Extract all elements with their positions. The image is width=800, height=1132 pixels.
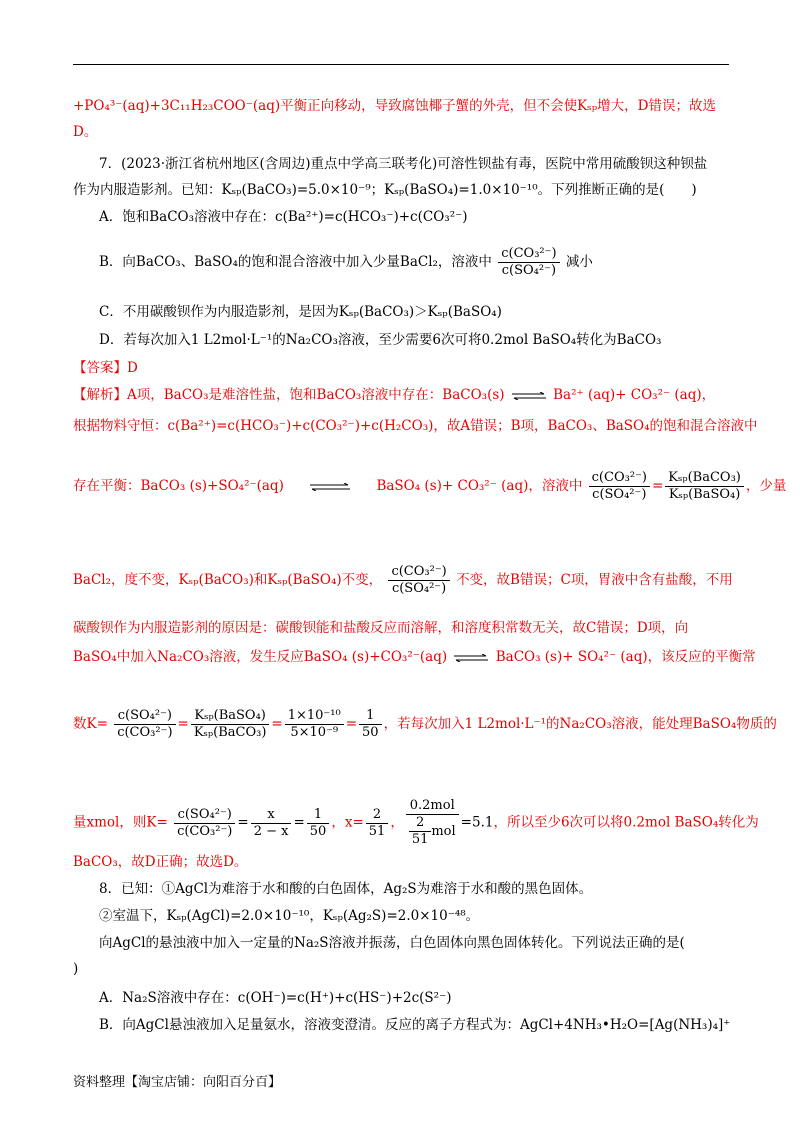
question-8-stem: 向AgCl的悬浊液中加入一定量的Na₂S溶液并振荡，白色固体向黑色固体转化。下列说法正确的是( bbox=[99, 935, 685, 951]
option-b: B．向BaCO₃、BaSO₄的饱和混合溶液中加入少量BaCl₂，溶液中 $\frac{\text{c(CO₃²⁻)}}{\text{c(SO₄²⁻)}}$ 减小 bbox=[99, 246, 593, 278]
explanation-line: BaCl₂，度不变，Kₛₚ(BaCO₃)和Kₛₚ(BaSO₄)不变， $\frac{\text{c(CO₃²⁻)}}{\text{c(SO₄²⁻)}}$ 不变，故B错误；C项，胃液中含有盐酸，不用 bbox=[73, 564, 733, 596]
option-b: B．向AgCl悬浊液加入足量氨水，溶液变澄清。反应的离子方程式为：AgCl+4NH₃•H₂O=[Ag(NH₃)₄]⁺ bbox=[99, 1017, 731, 1033]
question-8-stem: 8．已知：①AgCl为难溶于水和酸的白色固体，Ag₂S为难溶于水和酸的黑色固体。 bbox=[99, 881, 593, 897]
fraction: $\frac{x}{2 - x}$ bbox=[251, 807, 292, 840]
equilibrium-arrow-icon bbox=[512, 392, 546, 400]
fraction: $\frac{\text{c(SO₄²⁻)}}{\text{c(CO₃²⁻)}}$ bbox=[114, 708, 175, 741]
question-7-stem: 作为内服造影剂。已知：Kₛₚ(BaCO₃)=5.0×10⁻⁹；Kₛₚ(BaSO₄)=1.0×10⁻¹⁰。下列推断正确的是( ) bbox=[73, 182, 697, 198]
fraction: $\frac{\text{c(SO₄²⁻)}}{\text{c(CO₃²⁻)}}$ bbox=[174, 807, 235, 840]
fraction: $\frac{\text{c(CO₃²⁻)}}{\text{c(SO₄²⁻)}}$ bbox=[498, 246, 559, 279]
fraction: $\frac{\text{c(CO₃²⁻)}}{\text{c(SO₄²⁻)}}$ bbox=[388, 564, 449, 597]
fraction: 0.2mol $\frac{2}{51}$ mol bbox=[406, 798, 459, 848]
explanation-line: BaSO₄中加入Na₂CO₃溶液，发生反应BaSO₄ (s)+CO₃²⁻(aq) BaCO₃ (s)+ SO₄²⁻ (aq)，该反应的平衡常 bbox=[73, 649, 756, 665]
explanation-line: 【解析】A项，BaCO₃是难溶性盐，饱和BaCO₃溶液中存在：BaCO₃(s) Ba²⁺ (aq)+ CO₃²⁻ (aq)， bbox=[73, 387, 716, 403]
option-c: C．不用碳酸钡作为内服造影剂，是因为Kₛₚ(BaCO₃)＞Kₛₚ(BaSO₄) bbox=[99, 304, 502, 320]
question-8-stem: ) bbox=[73, 961, 79, 977]
explanation-line: 量xmol，则K= $\frac{\text{c(SO₄²⁻)}}{\text{c(CO₃²⁻)}}$ = $\frac{x}{2 - x}$ = $\frac{1}{50}$ ，x= $\frac{2}{51}$ ， 0.2mol $\frac{2}{51}$ mol =5.1，所以至少6次可以将0.2mol BaSO₄转化为 bbox=[73, 798, 759, 847]
explanation-line: 存在平衡：BaCO₃ (s)+SO₄²⁻(aq) BaSO₄ (s)+ CO₃²⁻ (aq)，溶液中 $\frac{\text{c(CO₃²⁻)}}{\text{c(SO₄²⁻)}}$ = $\frac{\text{Kₛₚ(BaCO₃)}}{\text{Kₛₚ(BaSO₄)}}$ ，少量 bbox=[73, 470, 787, 502]
question-8-stem: ②室温下，Kₛₚ(AgCl)=2.0×10⁻¹⁰，Kₛₚ(Ag₂S)=2.0×10⁻⁴⁸。 bbox=[99, 908, 480, 924]
explanation-line: 碳酸钡作为内服造影剂的原因是：碳酸钡能和盐酸反应而溶解，和溶度积常数无关，故C错误；D项，向 bbox=[73, 620, 689, 636]
equilibrium-arrow-icon bbox=[454, 654, 488, 662]
fraction: $\frac{\text{1×10⁻¹⁰}}{\text{5×10⁻⁹}}$ bbox=[285, 708, 344, 741]
explanation-line: BaCO₃，故D正确；故选D。 bbox=[73, 854, 248, 870]
option-a: A．饱和BaCO₃溶液中存在：c(Ba²⁺)=c(HCO₃⁻)+c(CO₃²⁻) bbox=[99, 209, 468, 225]
equilibrium-arrow-icon bbox=[310, 483, 350, 491]
fraction: $\frac{\text{Kₛₚ(BaSO₄)}}{\text{Kₛₚ(BaCO₃)}}$ bbox=[191, 708, 270, 741]
fraction: $\frac{\text{Kₛₚ(BaCO₃)}}{\text{Kₛₚ(BaSO₄)}}$ bbox=[665, 470, 744, 503]
option-d: D．若每次加入1 L2mol·L⁻¹的Na₂CO₃溶液，至少需要6次可将0.2mol BaSO₄转化为BaCO₃ bbox=[99, 332, 662, 348]
header-rule bbox=[73, 64, 729, 65]
option-a: A．Na₂S溶液中存在：c(OH⁻)=c(H⁺)+c(HS⁻)+2c(S²⁻) bbox=[99, 990, 452, 1006]
fraction: $\frac{2}{51}$ bbox=[366, 807, 389, 840]
fraction: $\frac{\text{c(CO₃²⁻)}}{\text{c(SO₄²⁻)}}$ bbox=[589, 470, 650, 503]
explanation-line: 数K= $\frac{\text{c(SO₄²⁻)}}{\text{c(CO₃²⁻)}}$ = $\frac{\text{Kₛₚ(BaSO₄)}}{\text{Kₛₚ(BaCO₃)}}$ = $\frac{\text{1×10⁻¹⁰}}{\text{5×10⁻⁹}}$ = $\frac{1}{50}$ ，若每次加入1 L2mol·L⁻¹的Na₂CO₃溶液，能处理BaSO₄物质的 bbox=[73, 708, 777, 740]
explanation-line: 根据物料守恒：c(Ba²⁺)=c(HCO₃⁻)+c(CO₃²⁻)+c(H₂CO₃)，故A错误；B项，BaCO₃、BaSO₄的饱和混合溶液中 bbox=[73, 418, 758, 434]
text-line: D。 bbox=[73, 124, 98, 140]
fraction: $\frac{1}{50}$ bbox=[307, 807, 330, 840]
text-line: +PO₄³⁻(aq)+3C₁₁H₂₃COO⁻(aq)平衡正向移动，导致腐蚀椰子蟹的外壳，但不会使Kₛₚ增大，D错误；故选 bbox=[73, 98, 716, 114]
footer-text: 资料整理【淘宝店铺：向阳百分百】 bbox=[73, 1075, 282, 1090]
fraction: $\frac{1}{50}$ bbox=[359, 708, 382, 741]
question-7-stem: 7．(2023·浙江省杭州地区(含周边)重点中学高三联考化)可溶性钡盐有毒，医院中常用硫酸钡这种钡盐 bbox=[99, 156, 708, 172]
answer-label: 【答案】D bbox=[73, 360, 138, 376]
